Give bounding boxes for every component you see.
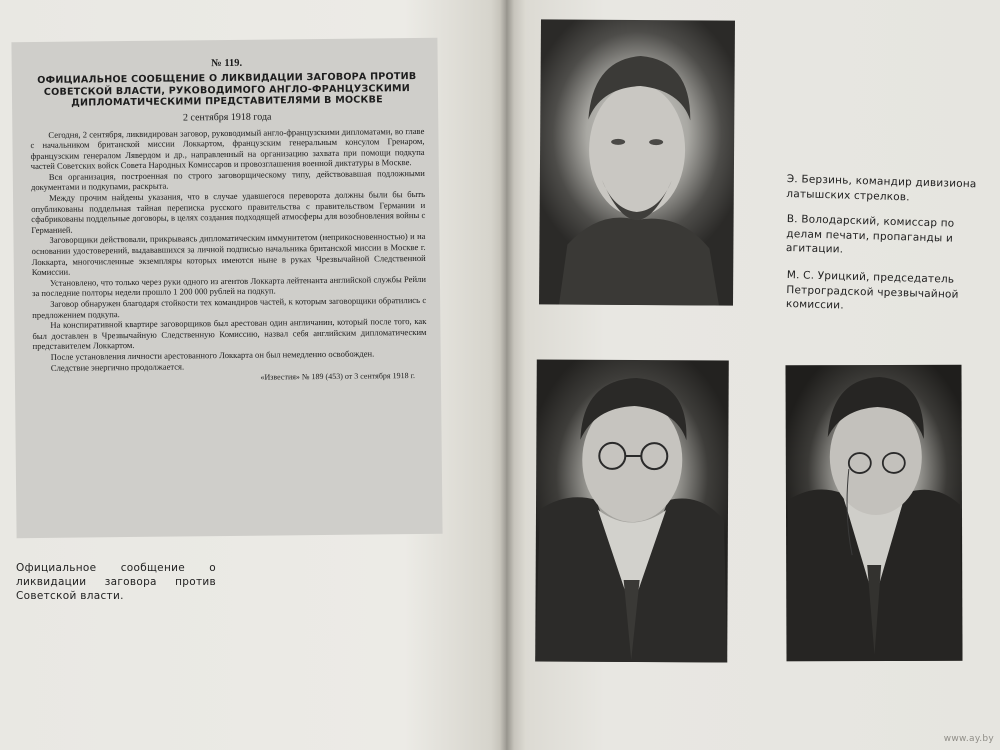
portrait-volodarsky-image (535, 359, 729, 662)
portrait-volodarsky (535, 359, 729, 662)
document-heading: ОФИЦИАЛЬНОЕ СООБЩЕНИЕ О ЛИКВИДАЦИИ ЗАГОВОРА ПРОТИВ СОВЕТСКОЙ ВЛАСТИ, РУКОВОДИМОГО АНГЛО-ФРАНЦУЗСКИМИ ДИПЛОМАТИЧЕСКИМИ ПРЕДСТАВИТЕЛЯМИ В МОСКВЕ (37, 71, 417, 109)
document-body (30, 125, 427, 373)
document-caption: Официальное сообщение о ликвидации заговора против Советской власти. (16, 562, 216, 602)
document-paragraph: Вся организация, построенная по строго заговорщическому типу, действовавшая подложными документами и подкупами, раскрыта. (30, 167, 425, 193)
caption-volodarsky: В. Володарский, комиссар по делам печати, пропаганды и агитации. (785, 212, 955, 256)
document-plate (11, 38, 442, 538)
book-gutter (500, 0, 514, 750)
document-paragraph: Следствие энергично продолжается. (50, 361, 185, 373)
caption-berzin: Э. Берзинь, командир дивизиона латышских стрелков. (786, 172, 977, 203)
document-paragraph: Установлено, что только через руки одного из агентов Локкарта лейтенанта английской службы Рейли за последние полторы недели прошло 1 200 000 рублей на подкуп. (31, 273, 426, 299)
document-number: № 119. (211, 57, 243, 70)
portrait-berzin-image (539, 19, 735, 305)
portrait-berzin (539, 19, 735, 305)
document-paragraph: Между прочим найдены указания, что в случае удавшегося переворота должны были бы быть опубликованы поддельная тайная переписка русского правительства с правительством Германии и сфабрикованы поддельные договоры, в целях создания подходящей атмосферы для возобновления войны с Германией. (31, 188, 426, 235)
document-paragraph: После установления личности арестованного Локкарта он был немедленно освобожден. (50, 348, 375, 362)
document-source: «Известия» № 189 (453) от 3 сентября 1918 г. (260, 371, 415, 382)
document-paragraph: Сегодня, 2 сентября, ликвидирован заговор, руководимый англо-французскими дипломатами, во главе с начальником британской миссии Локкартом, французским генеральным консулом Гренаром, французским генералом Лявердом и др., направленный на организацию захвата при помощи подкупа частей Советских войск Совета Народных Комиссаров и провозглашения военной диктатуры в Москве. (30, 125, 425, 172)
portrait-uritsky (785, 365, 962, 662)
document-paragraph: Заговорщики действовали, прикрываясь дипломатическим иммунитетом (неприкосновенностью) и на основании удостоверений, выдававшихся за личной подписью начальника британской миссии в Москве г. Локкарта, многочисленные экземпляры которых имеются ныне в руках Чрезвычайной Следственной Комиссии. (31, 231, 426, 278)
caption-uritsky: М. С. Урицкий, председатель Петроградской чрезвычайной комиссии. (785, 268, 959, 312)
document-paragraph: Заговор обнаружен благодаря стойкости тех командиров частей, к которым заговорщики обратились с предложением подкупа. (32, 294, 427, 320)
portrait-uritsky-image (785, 365, 962, 662)
document-date: 2 сентября 1918 года (182, 111, 272, 123)
document-paragraph: На конспиративной квартире заговорщиков был арестован один англичанин, который после того, как был доставлен в Чрезвычайную Следственную Комиссию, назвал себя английским дипломатическим представителем Локкартом. (32, 316, 427, 352)
watermark: www.ay.by (943, 734, 994, 744)
